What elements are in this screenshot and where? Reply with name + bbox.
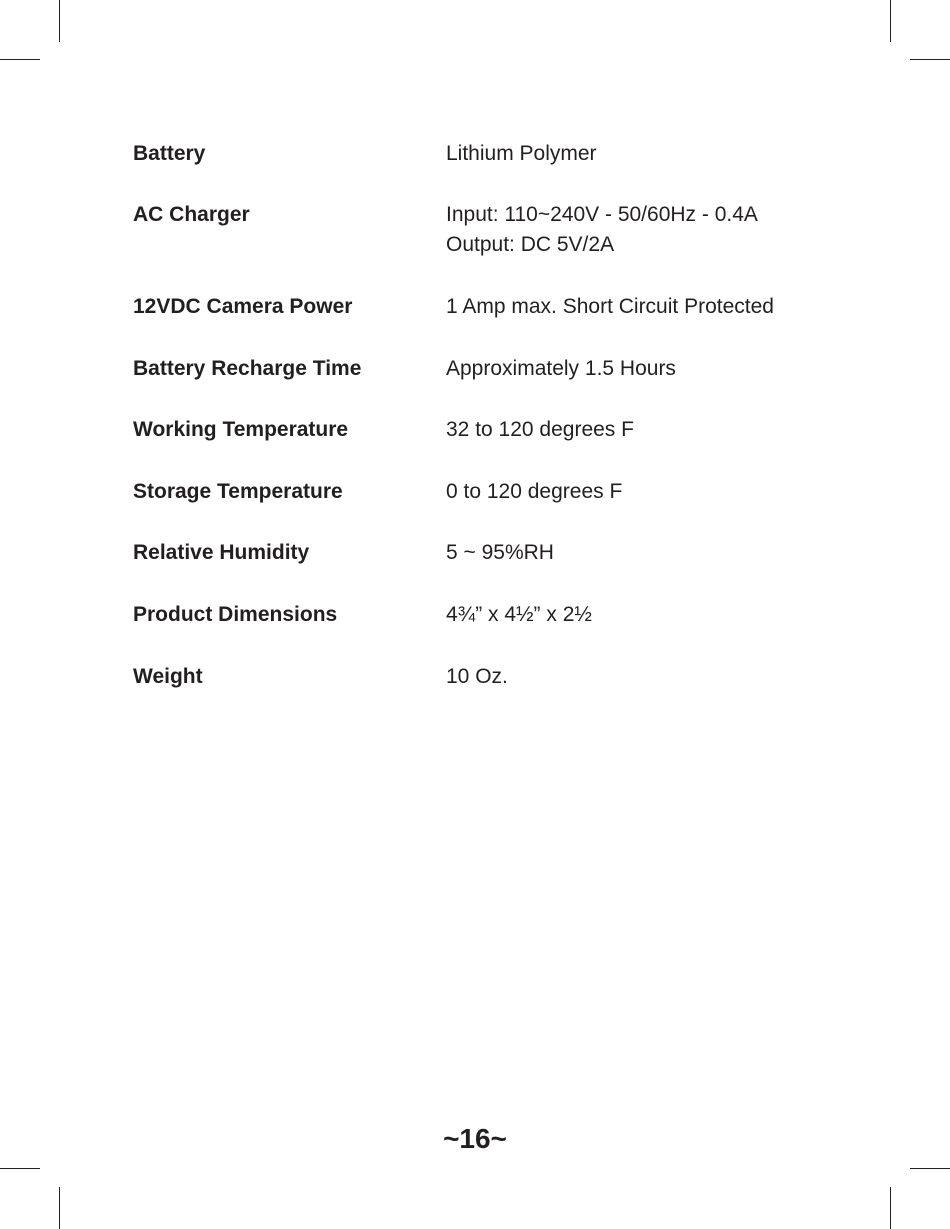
spec-value-line: 5 ~ 95%RH (446, 541, 554, 564)
spec-label: AC Charger (133, 203, 250, 226)
spec-label: Product Dimensions (133, 603, 338, 626)
spec-value (446, 415, 634, 445)
spec-value (446, 200, 758, 260)
spec-value-line: 10 Oz. (446, 665, 508, 688)
spec-value-line: 0 to 120 degrees F (446, 480, 623, 503)
spec-label: 12VDC Camera Power (133, 295, 353, 318)
spec-label: Working Temperature (133, 418, 349, 441)
spec-label: Relative Humidity (133, 541, 310, 564)
crop-mark-bottom-right-vertical (890, 1187, 891, 1229)
spec-label: Battery Recharge Time (133, 357, 362, 380)
crop-mark-top-right-horizontal (910, 59, 950, 60)
crop-mark-bottom-right-horizontal (910, 1168, 950, 1169)
spec-value-line: 32 to 120 degrees F (446, 418, 634, 441)
spec-value (446, 538, 554, 568)
crop-mark-top-left-horizontal (0, 59, 40, 60)
spec-row-weight (133, 662, 833, 722)
spec-value-line: Input: 110~240V - 50/60Hz - 0.4A (446, 203, 758, 226)
crop-mark-top-right-vertical (890, 0, 891, 42)
spec-value (446, 292, 774, 322)
spec-value-line: Output: DC 5V/2A (446, 233, 615, 256)
spec-value (446, 477, 622, 507)
spec-row-relative-humidity (133, 538, 833, 598)
spec-value-line: Lithium Polymer (446, 142, 597, 165)
crop-mark-top-left-vertical (59, 0, 60, 42)
spec-row-product-dimensions (133, 600, 833, 660)
page-number: ~16~ (443, 1123, 507, 1154)
spec-label: Battery (133, 142, 206, 165)
spec-row-camera-power (133, 292, 833, 352)
spec-label: Weight (133, 665, 203, 688)
spec-label: Storage Temperature (133, 480, 343, 503)
spec-row-recharge-time (133, 354, 833, 414)
crop-mark-bottom-left-horizontal (0, 1168, 40, 1169)
spec-value-line: 4¾” x 4½” x 2½ (446, 603, 592, 626)
spec-row-storage-temperature (133, 477, 833, 537)
spec-value-line: 1 Amp max. Short Circuit Protected (446, 295, 774, 318)
spec-value (446, 139, 597, 169)
spec-row-battery (133, 139, 833, 199)
spec-value (446, 354, 676, 384)
spec-value (446, 662, 508, 692)
spec-value (446, 600, 592, 630)
spec-row-ac-charger (133, 200, 833, 260)
spec-row-working-temperature (133, 415, 833, 475)
spec-value-line: Approximately 1.5 Hours (446, 357, 676, 380)
crop-mark-bottom-left-vertical (59, 1187, 60, 1229)
